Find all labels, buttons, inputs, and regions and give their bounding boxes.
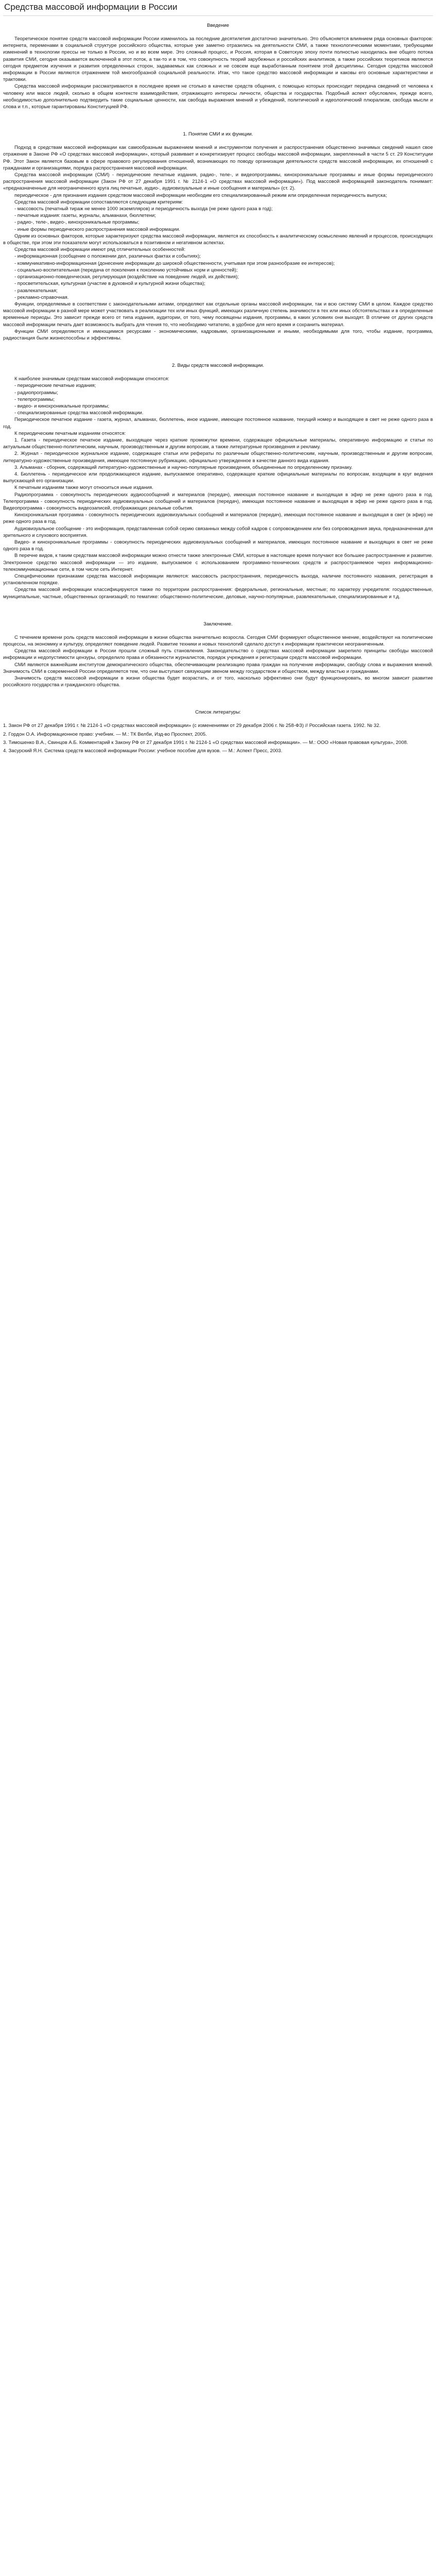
paragraph: Средства массовой информации классифицируются также по территории распространения: федеральные, региональные, местные; по характеру учредителя: государственные, муниципальные, частные, общественных организаций; по тематике: общественно-политические, деловые, научно-популярные, развлекательные, специализированные и т.д. bbox=[3, 587, 433, 600]
paragraph: Функции, определяемые в соответствии с законодательными актами, определяют как отдельные органы массовой информации, так и всю систему СМИ в целом. Каждое средство массовой информации в разной мере может участвовать в реализации тех или иных функций, имеющих различную степень значимости в тех или иных обстоятельствах и в определенные временные периоды. Это зависит прежде всего от типа издания, аудитории, от того, чему посвящены издания, программы, в каких условиях они выходят. В отличие от других средств массовой информации печать дает возможность выбрать для чтения то, что необходимо читателю, в удобное для него время и сохранить материал. bbox=[3, 301, 433, 328]
paragraph: 1. Газета - периодическое печатное издание, выходящее через краткие промежутки времени, содержащее официальные материалы, оперативную информацию и статьи по актуальным общественно-политическим, научным, производственным и другим вопросам, а также литературные произведения и рекламу. bbox=[3, 437, 433, 450]
paragraph: Подход в средствам массовой информации как самообразным выражением мнений и инструментом получения и распространения общественно значимых сведений нашел свое отражение в Законе РФ «О средствах массовой информации», который развивает и конкретизирует процесс свободы массовой информации, закрепленный в части 5 ст. 29 Конституции РФ. Этот Закон является базовым в сфере правового регулирования отношений, возникающих по поводу организации деятельности средств массовой информации, их отношений с гражданами и организациями, порядка распространения массовой информации. bbox=[3, 145, 433, 171]
paragraph: - просветительская, культурная (участие в духовной и культурной жизни общества); bbox=[14, 281, 205, 287]
references-heading: Список литературы: bbox=[195, 709, 241, 716]
paragraph: - периодические печатные издания; bbox=[14, 383, 96, 389]
paragraph: Кинохроникальная программа - совокупность периодических аудиовизуальных сообщений и материалов (передач), имеющая постоянное название и выходящая в свет (в эфир) не реже одного раза в год. bbox=[3, 512, 433, 525]
paragraph: - радио-, теле-, видео-, кинохроникальные программы; bbox=[14, 219, 139, 226]
section-heading: 2. Виды средств массовой информации. bbox=[172, 363, 264, 369]
paragraph: Средства массовой информации (СМИ) - периодические печатные издания, радио-, теле-, и видеопрограммы, кинохроникальные программы и иные формы периодического распространения массовой информации (Закон РФ от 27 декабря 1991 г. № 2124-1 «О средствах массовой информации»). Под массовой информацией законодатель понимает: «предназначенные для неограниченного круга лиц печатные, аудио-, аудиовизуальные и иные сообщения и материалы» (ст. 2). bbox=[3, 172, 433, 192]
paragraph: Одним из основных факторов, которые характеризуют средства массовой информации, является их способность к аналитическому осмыслению явлений и процессов, происходящих в обществе, при этом эти показатели могут использоваться в позитивном и негативном аспектах. bbox=[3, 233, 433, 246]
document-body bbox=[3, 19, 433, 754]
paragraph: К наиболее значимым средствам массовой информации относятся: bbox=[14, 376, 169, 382]
paragraph: Средства массовой информации в России прошли сложный путь становления. Законодательство о средствах массовой информации закрепило принципы свободы массовой информации и недопустимости цензуры, определило права и обязанности журналистов, порядок учреждения и регистрации средств массовой информации. bbox=[3, 648, 433, 661]
page-title: Средства массовой информации в России bbox=[3, 2, 433, 16]
paragraph: - иные формы периодического распространения массовой информации. bbox=[14, 226, 181, 232]
paragraph: периодическое - для признания издания средством массовой информации необходим его специализированный режим или определенная периодичность выпуска; bbox=[14, 192, 387, 198]
paragraph: - информационная (сообщение о положении дел, различных фактах и событиях); bbox=[14, 253, 201, 260]
reference-item: 1. Закон РФ от 27 декабря 1991 г. № 2124-1 «О средствах массовой информации» (с изменениями от 29 декабря 2006 г. № 258-ФЗ) // Российская газета. 1992. № 32. bbox=[3, 723, 381, 729]
paragraph: К печатным изданиям также могут относиться иные издания. bbox=[14, 485, 153, 491]
paragraph: - массовость (печатный тираж не менее 1000 экземпляров) и периодичность выхода (не реже одного раза в год); bbox=[14, 206, 273, 212]
paragraph: К периодическим печатным изданиям относятся: bbox=[14, 430, 126, 436]
paragraph: - телепрограммы; bbox=[14, 396, 55, 402]
paragraph: Функции СМИ определяются и имеющимися ресурсами - экономическими, кадровыми, организационными и иными, необходимыми для того, чтобы издание, программа, радиостанция были жизнеспособны и эффективны. bbox=[3, 328, 433, 341]
paragraph: Радиопрограмма - совокупность периодических аудиосообщений и материалов (передач), имеющая постоянное название и выходящая в эфир не реже одного раза в год. Телепрограмма - совокупность периодических аудиовизуальных сообщений и материалов (передач), имеющая постоянное название и выходящая в эфир не реже одного раза в год. Видеопрограмма - совокупность видеозаписей, отображающих реальные события. bbox=[3, 492, 433, 511]
paragraph: СМИ являются важнейшим институтом демократического общества, обеспечивающим реализацию права граждан на получение информации, свободу слова и выражения мнений. Значимость СМИ в современной России определяется тем, что они выступают связующим звеном между государством и обществом, между властью и гражданами. bbox=[3, 662, 433, 674]
paragraph: - рекламно-справочная. bbox=[14, 294, 69, 300]
paragraph: Значимость средств массовой информации в жизни общества будет возрастать, и от того, насколько эффективно они будут функционировать, во многом зависит развитие российского государства и гражданского общества. bbox=[3, 675, 433, 688]
paragraph: Средства массовой информации имеют ряд отличительных особенностей: bbox=[14, 247, 186, 253]
paragraph: 2. Журнал - периодическое журнальное издание, содержащее статьи или рефераты по различным общественно-политическим, научным, производственным и другим вопросам, литературно-художественные произведения, имеющее постоянную рубрикацию, официально утвержденное в качестве данного вида издания. bbox=[3, 451, 433, 464]
paragraph: С течением времени роль средств массовой информации в жизни общества значительно возросла. Сегодня СМИ формируют общественное мнение, воздействуют на политические процессы, на экономику и культуру, определяют поведение людей. Развитие техники и новых технологий сделало доступ к информации практически неограниченным. bbox=[3, 634, 433, 648]
paragraph: - специализированные средства массовой информации. bbox=[14, 410, 144, 416]
paragraph: Периодическое печатное издание - газета, журнал, альманах, бюллетень, иное издание, имеющее постоянное название, текущий номер и выходящее в свет не реже одного раза в год. bbox=[3, 417, 433, 430]
paragraph: Средства массовой информации сопоставляются следующим критериям: bbox=[14, 199, 183, 205]
paragraph: - коммуникативно-информационная (донесение информации до широкой общественности, учитывая при этом разнообразие ее интересов); bbox=[14, 260, 335, 266]
section-heading: Введение bbox=[206, 23, 229, 28]
paragraph: 4. Бюллетень - периодическое или продолжающееся издание, выпускаемое оперативно, содержащее краткие официальные материалы по вопросам, входящим в круг ведения выпускающей его организации. bbox=[3, 471, 433, 484]
paragraph: - печатные издания: газеты, журналы, альманахи, бюллетени; bbox=[14, 213, 156, 219]
section-heading: Заключение. bbox=[203, 621, 233, 627]
paragraph: - радиопрограммы; bbox=[14, 389, 58, 396]
paragraph: Теоретическое понятие средств массовой информации России изменилось за последние десятилетия достаточно значительно. Это объясняется влиянием ряда основных факторов: интернета, переменами в социальной структуре российского общества, которые уже заметно отразились на деятельности СМИ, а также технологическими моментами, требующими изменений в технологии прессы не только в России, но и во всем мире. Это сложный процесс, и Россия, которая в Советскую эпоху почти полностью находилась вне общего потока развития СМИ, сегодня оказывается включенной в этот поток, а так-то и в том, что совокупность теорий зарубежных и российских аналитиков, а также российских теоретиков являются сегодня предметом изучения и развития определенных сторон, задаваемых как сложных и не совсем еще выработанным понятием этой дисциплины. Сегодня средства массовой информации в России являются отражением той многообразной социальной реальности. Итак, что такое средство массовой информации и каковы его основные характеристики и трактовки. bbox=[3, 36, 433, 83]
reference-item: 2. Гордон О.А. Информационное право: учебник. — М.: ТК Велби, Изд-во Проспект, 2005. bbox=[3, 731, 207, 737]
reference-item: 4. Засурский Я.Н. Система средств массовой информации России: учебное пособие для вузов. — М.: Аспект Пресс, 2003. bbox=[3, 748, 283, 754]
paragraph: - развлекательная; bbox=[14, 287, 58, 294]
paragraph: Аудиовизуальное сообщение - это информация, представленная собой серию связанных между собой кадров с сопровождением или без сопровождения звука, предназначенная для зрительного и слухового восприятия. bbox=[3, 526, 433, 538]
reference-item: 3. Тимошенко В.А., Свинцов А.Б. Комментарий к Закону РФ от 27 декабря 1991 г. № 2124-1 «О средствах массовой информации». — М.: ООО «Новая правовая культура», 2008. bbox=[3, 739, 408, 745]
document-page bbox=[0, 2, 436, 754]
section-heading: 1. Понятие СМИ и их функции. bbox=[183, 131, 253, 138]
paragraph: В перечне видов, к таким средствам массовой информации можно отнести также электронные СМИ, которые в настоящее время получают все большее распространение и развитие. Электронное средство массовой информации — это издание, выпускаемое с использованием программно-технических средств и распространяемое через информационно-телекоммуникационные сети, в том числе сеть Интернет. bbox=[3, 553, 433, 572]
paragraph: - социально-воспитательная (передача от поколения к поколению устойчивых норм и ценностей); bbox=[14, 267, 238, 273]
paragraph: - видео- и кинохроникальные программы; bbox=[14, 403, 110, 409]
paragraph: - организационно-поведенческая, регулирующая (воздействие на поведение людей, их действия); bbox=[14, 274, 239, 280]
paragraph: Средства массовой информации рассматриваются в последнее время не столько в качестве средств общения, с помощью которых происходит передача сведений от человека к человеку или массе людей, сколько в общем контексте взаимодействия, отражающего интересы личности, общества и государства. Подобный аспект обусловлен, прежде всего, необходимостью дополнительно подтвердить такие социальные ценности, как свобода выражения мнений и убеждений, политический и идеологический плюрализм, свобода мысли и слова и т.п., которые гарантированы Конституцией РФ. bbox=[3, 83, 433, 110]
paragraph: Видео- и кинохроникальные программы - совокупность периодических аудиовизуальных сообщений и материалов, имеющих постоянное название и выходящих в свет не реже одного раза в год. bbox=[3, 539, 433, 552]
paragraph: 3. Альманах - сборник, содержащий литературно-художественные и научно-популярные произведения, объединенные по определенному признаку. bbox=[14, 464, 353, 470]
paragraph: Специфическими признаками средства массовой информации являются: массовость распространения, периодичность выхода, наличие постоянного названия, регистрация в установленном порядке. bbox=[3, 573, 433, 586]
